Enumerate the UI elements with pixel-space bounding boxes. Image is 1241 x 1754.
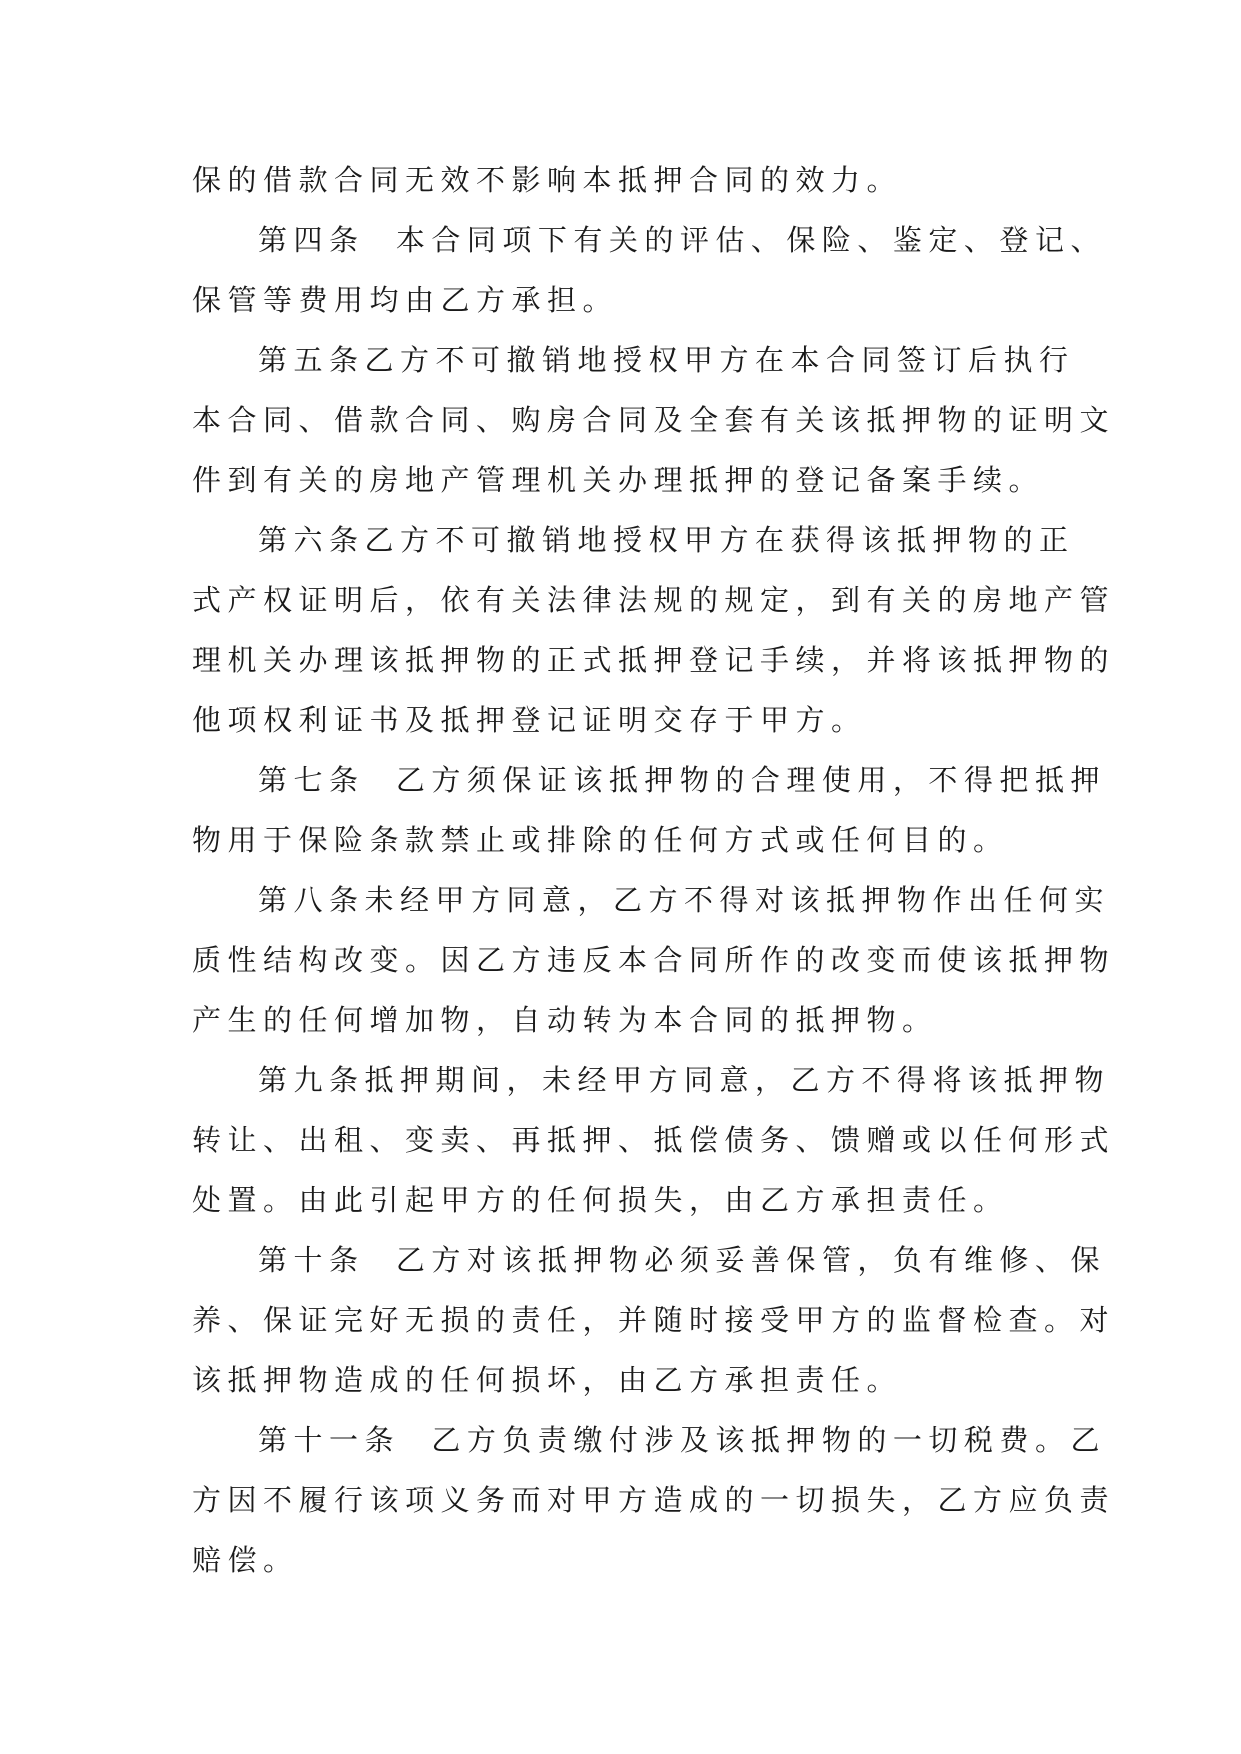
article-8-line: 第八条未经甲方同意，乙方不得对该抵押物作出任何实 xyxy=(258,883,1111,917)
text-line: 保管等费用均由乙方承担。 xyxy=(192,283,619,317)
contract-text xyxy=(192,150,1116,1590)
text-line: 方因不履行该项义务而对甲方造成的一切损失，乙方应负责 xyxy=(192,1483,1116,1517)
text-line: 质性结构改变。因乙方违反本合同所作的改变而使该抵押物 xyxy=(192,943,1116,977)
text-line: 理机关办理该抵押物的正式抵押登记手续，并将该抵押物的 xyxy=(192,643,1116,677)
text-line: 赔偿。 xyxy=(192,1543,299,1577)
article-10-line: 第十条 乙方对该抵押物必须妥善保管，负有维修、保 xyxy=(258,1243,1106,1277)
text-line: 该抵押物造成的任何损坏，由乙方承担责任。 xyxy=(192,1363,903,1397)
article-9-line: 第九条抵押期间，未经甲方同意，乙方不得将该抵押物 xyxy=(258,1063,1111,1097)
text-line: 处置。由此引起甲方的任何损失，由乙方承担责任。 xyxy=(192,1183,1009,1217)
text-line: 件到有关的房地产管理机关办理抵押的登记备案手续。 xyxy=(192,463,1045,497)
text-line: 保的借款合同无效不影响本抵押合同的效力。 xyxy=(192,163,903,197)
text-line: 式产权证明后，依有关法律法规的规定，到有关的房地产管 xyxy=(192,583,1116,617)
article-7-line: 第七条 乙方须保证该抵押物的合理使用，不得把抵押 xyxy=(258,763,1106,797)
text-line: 产生的任何增加物，自动转为本合同的抵押物。 xyxy=(192,1003,938,1037)
article-4-line: 第四条 本合同项下有关的评估、保险、鉴定、登记、 xyxy=(258,223,1106,257)
article-6-line: 第六条乙方不可撤销地授权甲方在获得该抵押物的正 xyxy=(258,523,1075,557)
article-5-line: 第五条乙方不可撤销地授权甲方在本合同签订后执行 xyxy=(258,343,1075,377)
text-line: 他项权利证书及抵押登记证明交存于甲方。 xyxy=(192,703,867,737)
text-line: 转让、出租、变卖、再抵押、抵偿债务、馈赠或以任何形式 xyxy=(192,1123,1116,1157)
text-line: 养、保证完好无损的责任，并随时接受甲方的监督检查。对 xyxy=(192,1303,1116,1337)
article-11-line: 第十一条 乙方负责缴付涉及该抵押物的一切税费。乙 xyxy=(258,1423,1106,1457)
text-line: 本合同、借款合同、购房合同及全套有关该抵押物的证明文 xyxy=(192,403,1116,437)
text-line: 物用于保险条款禁止或排除的任何方式或任何目的。 xyxy=(192,823,1009,857)
